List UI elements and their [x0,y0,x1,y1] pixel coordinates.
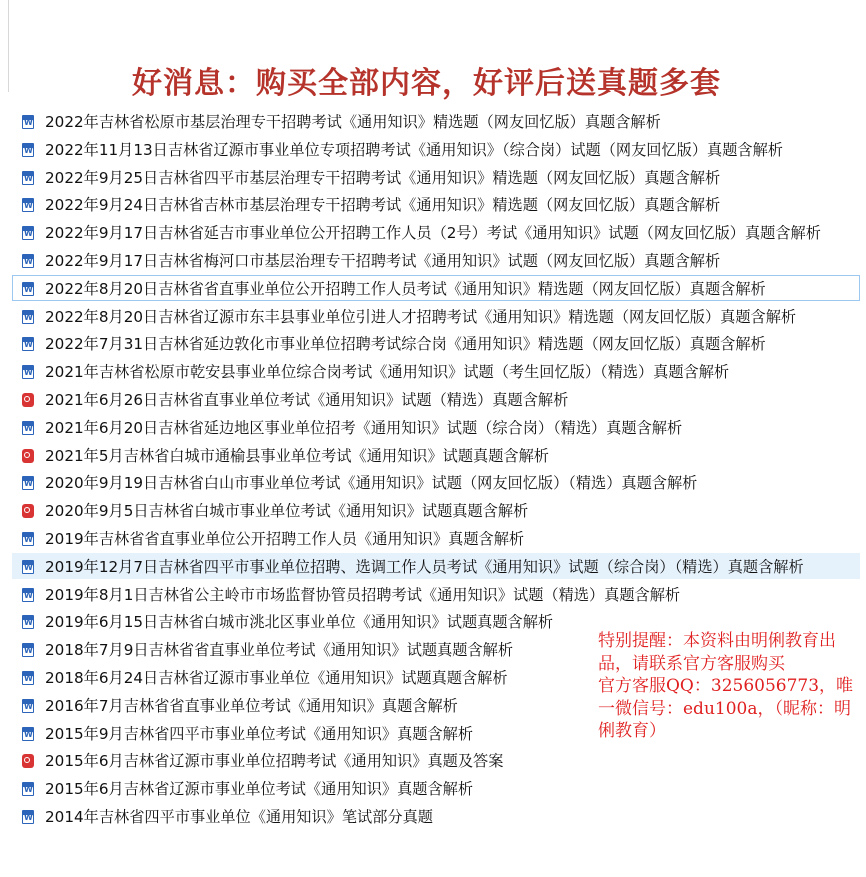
file-item[interactable] [12,747,860,773]
file-item[interactable] [12,247,860,273]
word-doc-icon [22,615,34,629]
word-doc-icon [22,671,34,685]
pdf-icon [22,449,34,463]
word-doc-icon [22,198,34,212]
word-doc-icon [22,254,34,268]
word-doc-icon [22,143,34,157]
file-name: 2022年9月24日吉林省吉林市基层治理专干招聘考试《通用知识》精选题（网友回忆版）真题含解析 [45,196,721,215]
word-doc-icon [22,782,34,796]
file-name: 2020年9月19日吉林省白山市事业单位考试《通用知识》试题（网友回忆版）（精选）真题含解析 [45,474,698,493]
file-name: 2022年9月25日吉林省四平市基层治理专干招聘考试《通用知识》精选题（网友回忆版）真题含解析 [45,168,721,187]
word-doc-icon [22,476,34,490]
word-doc-icon [22,337,34,351]
file-item[interactable] [12,469,860,495]
file-name: 2022年7月31日吉林省延边敦化市事业单位招聘考试综合岗《通用知识》精选题（网友回忆版）真题含解析 [45,335,766,354]
file-name: 2021年吉林省松原市乾安县事业单位综合岗考试《通用知识》试题（考生回忆版）（精选）真题含解析 [45,363,730,382]
file-name: 2022年吉林省松原市基层治理专干招聘考试《通用知识》精选题（网友回忆版）真题含解析 [45,113,661,131]
file-name: 2022年11月13日吉林省辽源市事业单位专项招聘考试《通用知识》（综合岗）试题（网友回忆版）真题含解析 [45,140,783,159]
file-name: 2022年8月20日吉林省辽源市东丰县事业单位引进人才招聘考试《通用知识》精选题（网友回忆版）真题含解析 [45,307,797,326]
word-doc-icon [22,282,34,296]
word-doc-icon [22,560,34,574]
file-item[interactable] [12,358,860,384]
file-item[interactable] [12,164,860,190]
file-name: 2019年8月1日吉林省公主岭市市场监督协管员招聘考试《通用知识》试题（精选）真题含解析 [45,585,681,604]
file-name: 2018年6月24日吉林省辽源市事业单位《通用知识》试题真题含解析 [45,668,508,687]
word-doc-icon [22,421,34,435]
file-item[interactable] [12,442,860,468]
file-item[interactable] [12,108,860,134]
word-doc-icon [22,699,34,713]
file-item-hovered[interactable] [12,553,860,579]
file-item[interactable] [12,775,860,801]
special-notice: 特别提醒：本资料由明俐教育出品，请联系官方客服购买 官方客服QQ：3256056773，唯一微信号：edu100a，（昵称：明俐教育） [598,631,854,741]
word-doc-icon [22,115,34,129]
file-item[interactable] [12,136,860,162]
file-item[interactable] [12,525,860,551]
word-doc-icon [22,643,34,657]
pdf-icon [22,754,34,768]
word-doc-icon [22,171,34,185]
file-name: 2019年6月15日吉林省白城市洮北区事业单位《通用知识》试题真题含解析 [45,613,554,632]
file-name: 2022年8月20日吉林省省直事业单位公开招聘工作人员考试《通用知识》精选题（网友回忆版）真题含解析 [45,279,766,298]
file-item[interactable] [12,581,860,607]
file-name: 2020年9月5日吉林省白城市事业单位考试《通用知识》试题真题含解析 [45,502,529,521]
file-name: 2015年6月吉林省辽源市事业单位招聘考试《通用知识》真题及答案 [45,752,504,771]
file-name: 2019年12月7日吉林省四平市事业单位招聘、选调工作人员考试《通用知识》试题（综合岗）（精选）真题含解析 [45,557,804,576]
file-name: 2014年吉林省四平市事业单位《通用知识》笔试部分真题 [45,807,433,826]
file-name: 2022年9月17日吉林省梅河口市基层治理专干招聘考试《通用知识》试题（网友回忆版）真题含解析 [45,251,721,270]
word-doc-icon [22,727,34,741]
word-doc-icon [22,365,34,379]
file-name: 2021年6月26日吉林省直事业单位考试《通用知识》试题（精选）真题含解析 [45,390,569,409]
word-doc-icon [22,810,34,824]
file-name: 2022年9月17日吉林省延吉市事业单位公开招聘工作人员（2号）考试《通用知识》试题（网友回忆版）真题含解析 [45,224,821,243]
word-doc-icon [22,310,34,324]
file-name: 2019年吉林省省直事业单位公开招聘工作人员《通用知识》真题含解析 [45,529,525,548]
file-item[interactable] [12,497,860,523]
file-name: 2021年5月吉林省白城市通榆县事业单位考试《通用知识》试题真题含解析 [45,446,549,465]
file-item-selected[interactable] [12,275,860,301]
file-item[interactable] [12,330,860,356]
word-doc-icon [22,532,34,546]
file-item[interactable] [12,303,860,329]
word-doc-icon [22,588,34,602]
pdf-icon [22,393,34,407]
file-item[interactable] [12,219,860,245]
file-name: 2016年7月吉林省省直事业单位考试《通用知识》真题含解析 [45,696,458,715]
file-name: 2015年9月吉林省四平市事业单位考试《通用知识》真题含解析 [45,724,474,743]
file-name: 2015年6月吉林省辽源市事业单位考试《通用知识》真题含解析 [45,780,474,799]
divider [8,0,9,92]
word-doc-icon [22,226,34,240]
pdf-icon [22,504,34,518]
file-item[interactable] [12,191,860,217]
file-item[interactable] [12,386,860,412]
file-item[interactable] [12,414,860,440]
file-item[interactable] [12,803,860,829]
promo-banner: 好消息：购买全部内容，好评后送真题多套 [132,66,721,101]
file-name: 2021年6月20日吉林省延边地区事业单位招考《通用知识》试题（综合岗）（精选）真题含解析 [45,418,683,437]
file-name: 2018年7月9日吉林省省直事业单位考试《通用知识》试题真题含解析 [45,641,514,660]
